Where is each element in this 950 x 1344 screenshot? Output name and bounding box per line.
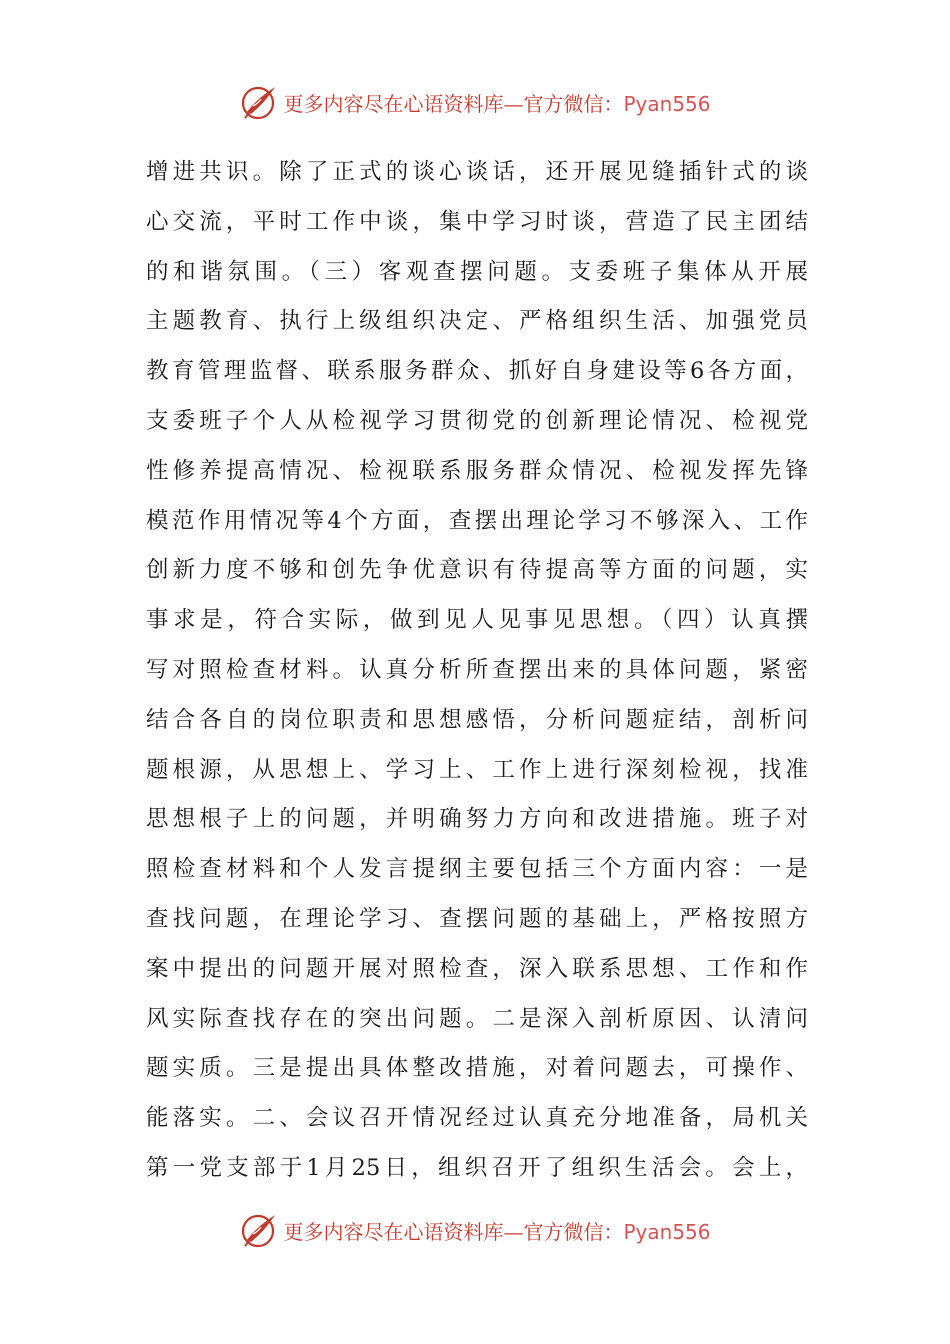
text-line: 支委班子个人从检视学习贯彻党的创新理论情况、检视党 — [146, 407, 808, 434]
header-banner-text — [283, 88, 710, 117]
text-line: 心交流，平时工作中谈，集中学习时谈，营造了民主团结 — [146, 208, 808, 235]
text-line: 写对照检查材料。认真分析所查摆出来的具体问题，紧密 — [146, 656, 808, 683]
text-line: 案中提出的问题开展对照检查，深入联系思想、工作和作 — [146, 955, 808, 982]
quill-logo-icon — [239, 1210, 279, 1250]
text-line: 第一党支部于1月25日，组织召开了组织生活会。会上， — [146, 1154, 808, 1181]
text-line: 风实际查找存在的突出问题。二是深入剖析原因、认清问 — [146, 1005, 808, 1032]
text-line: 查找问题，在理论学习、查摆问题的基础上，严格按照方 — [146, 905, 808, 932]
text-line: 的和谐氛围。（三）客观查摆问题。支委班子集体从开展 — [146, 258, 808, 285]
text-line: 思想根子上的问题，并明确努力方向和改进措施。班子对 — [146, 806, 808, 833]
text-line: 能落实。二、会议召开情况经过认真充分地准备，局机关 — [146, 1105, 808, 1132]
text-line: 教育管理监督、联系服务群众、抓好自身建设等6各方面， — [146, 358, 808, 385]
text-line: 题实质。三是提出具体整改措施，对着问题去，可操作、 — [146, 1055, 808, 1082]
text-line: 性修养提高情况、检视联系服务群众情况、检视发挥先锋 — [146, 457, 808, 484]
document-body — [146, 148, 808, 1194]
quill-logo-icon — [239, 82, 279, 122]
text-line: 增进共识。除了正式的谈心谈话，还开展见缝插针式的谈 — [146, 159, 808, 185]
text-line: 题根源，从思想上、学习上、工作上进行深刻检视，找准 — [146, 756, 808, 783]
header-wechat-label: 官方微信： — [523, 91, 624, 116]
footer-wechat-label: 官方微信： — [523, 1219, 624, 1244]
footer-banner — [0, 1208, 950, 1252]
text-line: 主题教育、执行上级组织决定、严格组织生活、加强党员 — [146, 308, 808, 335]
footer-site-name: 更多内容尽在心语资料库 — [283, 1219, 504, 1244]
header-site-name: 更多内容尽在心语资料库 — [283, 91, 504, 116]
text-line: 事求是，符合实际，做到见人见事见思想。（四）认真撰 — [146, 607, 808, 634]
footer-dash: — — [503, 1219, 524, 1244]
text-line: 照检查材料和个人发言提纲主要包括三个方面内容：一是 — [146, 856, 808, 883]
header-dash: — — [503, 91, 524, 116]
text-line: 创新力度不够和创先争优意识有待提高等方面的问题，实 — [146, 557, 808, 584]
header-wechat-id: Pyan556 — [623, 91, 711, 116]
header-banner — [0, 80, 950, 124]
text-line: 结合各自的岗位职责和思想感悟，分析问题症结，剖析问 — [146, 706, 808, 733]
footer-banner-text — [283, 1216, 710, 1245]
footer-wechat-id: Pyan556 — [623, 1219, 711, 1244]
text-line: 模范作用情况等4个方面，查摆出理论学习不够深入、工作 — [146, 507, 808, 534]
